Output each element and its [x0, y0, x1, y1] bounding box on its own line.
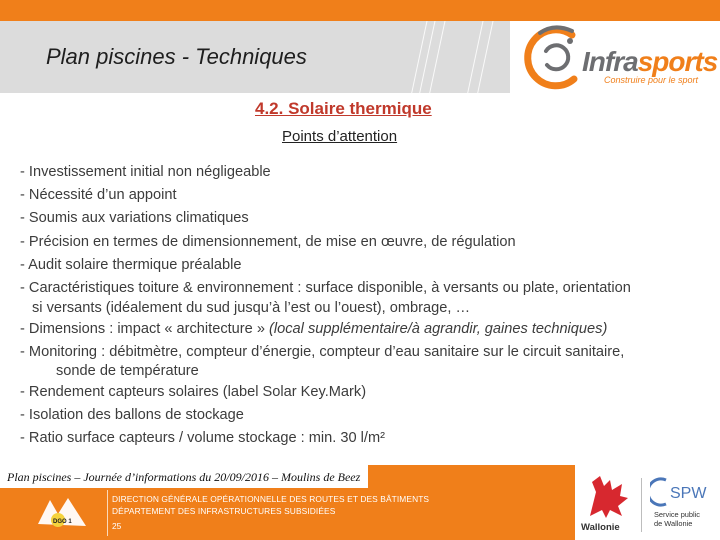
list-item: - Audit solaire thermique préalable — [20, 256, 242, 273]
top-accent-bar — [0, 0, 720, 21]
direction-text — [112, 493, 429, 517]
list-item — [20, 318, 710, 341]
page-number: 25 — [112, 521, 122, 531]
decorative-stripe — [464, 21, 486, 93]
bullet-list — [20, 161, 710, 450]
footer-divider — [107, 490, 108, 536]
spw-subtitle-line: Service public — [654, 510, 701, 519]
logo-separator — [641, 478, 642, 532]
wallonie-label: Wallonie — [581, 522, 620, 533]
spw-logo-icon — [650, 476, 716, 508]
list-item-text: - Dimensions : impact « architecture » — [20, 321, 265, 338]
spw-subtitle — [654, 510, 700, 528]
list-item-continuation: si versants (idéalement du sud jusqu’à l’est ou l’ouest), ombrage, … — [32, 300, 471, 317]
decorative-stripe — [474, 21, 496, 93]
section-title: 4.2. Solaire thermique — [255, 99, 432, 118]
list-item: - Isolation des ballons de stockage — [20, 406, 244, 423]
decorative-stripe — [426, 21, 448, 93]
dgo-badge-icon — [30, 494, 94, 534]
direction-line: DIRECTION GÉNÉRALE OPÉRATIONNELLE DES ROUTES ET DES BÂTIMENTS — [112, 494, 430, 504]
event-caption: Plan piscines – Journée d’informations du 20/09/2016 – Moulins de Beez — [7, 470, 361, 484]
list-item: - Caractéristiques toiture & environnement : surface disponible, à versants ou plate, orientation — [20, 280, 631, 297]
section-subtitle: Points d’attention — [282, 128, 398, 145]
list-item: - Ratio surface capteurs / volume stockage : min. 30 l/m² — [20, 430, 385, 447]
page-title: Plan piscines - Techniques — [46, 44, 307, 69]
list-item: - Précision en termes de dimensionnement, de mise en œuvre, de régulation — [20, 233, 516, 250]
department-line: DÉPARTEMENT DES INFRASTRUCTURES SUBSIDIÉES — [112, 506, 336, 516]
list-item: - Investissement initial non négligeable — [20, 164, 271, 180]
list-item: - Monitoring : débitmètre, compteur d’énergie, compteur d’eau sanitaire sur le circuit sanitaire, — [20, 344, 625, 361]
infrasports-logo — [510, 21, 720, 93]
svg-text:Construire pour le sport: Construire pour le sport — [604, 75, 699, 85]
list-item: - Nécessité d’un appoint — [20, 187, 177, 204]
svg-text:Infrasports: Infrasports — [582, 46, 718, 77]
list-item: - Rendement capteurs solaires (label Solar Key.Mark) — [20, 383, 367, 400]
list-item-continuation: sonde de température — [56, 362, 199, 379]
infrasports-logo-icon — [510, 21, 720, 93]
wallonie-rooster-icon — [582, 472, 634, 522]
svg-text:SPW: SPW — [670, 485, 707, 502]
list-item-note: (local supplémentaire/à agrandir, gaines techniques) — [269, 321, 608, 338]
header-bar — [0, 21, 510, 93]
spw-subtitle-line: de Wallonie — [654, 519, 693, 528]
list-item: - Soumis aux variations climatiques — [20, 210, 249, 227]
svg-text:DGO 1: DGO 1 — [53, 519, 72, 525]
